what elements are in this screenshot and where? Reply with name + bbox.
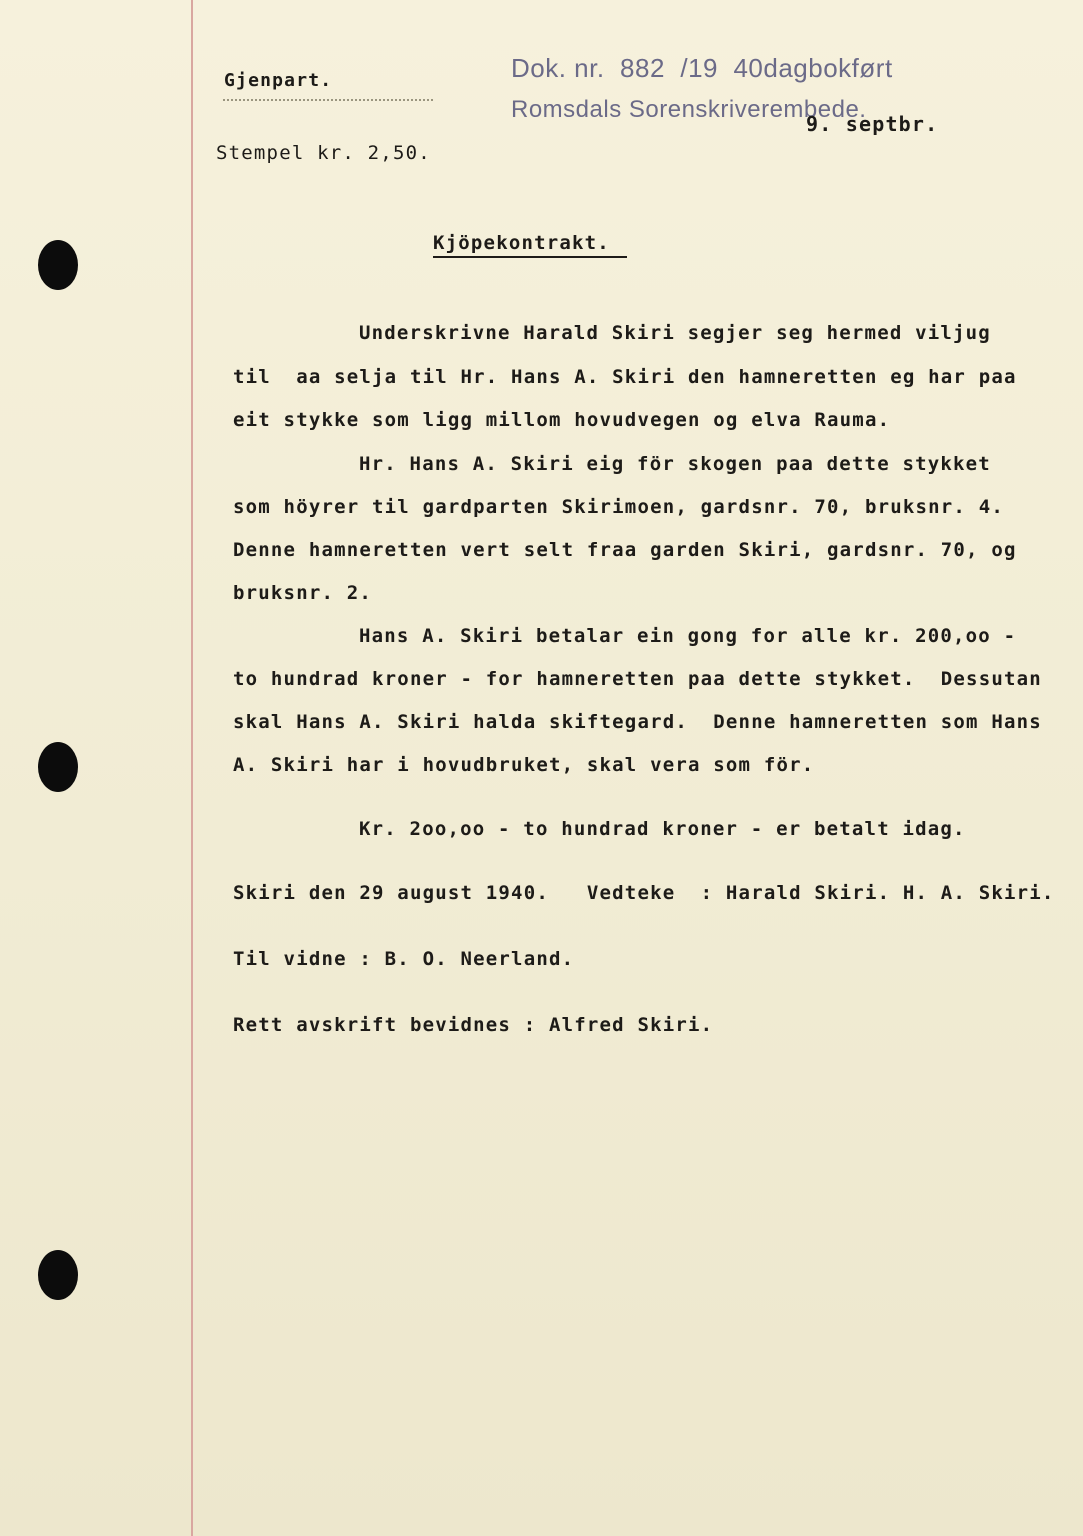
body-line: Denne hamneretten vert selt fraa garden Skiri, gardsnr. 70, og (233, 539, 1017, 561)
body-line: Hans A. Skiri betalar ein gong for alle kr. 200,oo - (359, 625, 1017, 647)
punch-hole-top (38, 240, 78, 290)
stamp-doc-number: Dok. nr. 882 /19 40dagbokført (511, 53, 893, 83)
stamp-date: 9. septbr. (806, 112, 939, 136)
gjenpart-label: Gjenpart. (224, 70, 333, 91)
body-line: Hr. Hans A. Skiri eig för skogen paa dette stykket (359, 453, 991, 475)
witness-line: Til vidne : B. O. Neerland. (233, 948, 575, 970)
margin-rule (191, 0, 193, 1536)
body-line: eit stykke som ligg millom hovudvegen og elva Rauma. (233, 409, 891, 431)
body-line: to hundrad kroner - for hamneretten paa dette stykket. Dessutan (233, 668, 1042, 690)
title-underline (433, 256, 627, 258)
body-line: til aa selja til Hr. Hans A. Skiri den hamneretten eg har paa (233, 366, 1017, 388)
payment-confirmation: Kr. 2oo,oo - to hundrad kroner - er betalt idag. (359, 818, 966, 840)
document-title: Kjöpekontrakt. (433, 232, 610, 254)
stamp-office: Romsdals Sorenskriverembede. (511, 96, 867, 123)
attestation-line: Rett avskrift bevidnes : Alfred Skiri. (233, 1014, 714, 1036)
punch-hole-middle (38, 742, 78, 792)
body-line: Underskrivne Harald Skiri segjer seg hermed viljug (359, 322, 991, 344)
body-line: skal Hans A. Skiri halda skiftegard. Denne hamneretten som Hans (233, 711, 1042, 733)
struck-text (223, 99, 433, 107)
body-line: som höyrer til gardparten Skirimoen, gardsnr. 70, bruksnr. 4. (233, 496, 1004, 518)
stempel-fee: Stempel kr. 2,50. (216, 142, 431, 164)
body-line: bruksnr. 2. (233, 582, 373, 604)
signature-line: Skiri den 29 august 1940. Vedteke : Harald Skiri. H. A. Skiri. (233, 882, 1055, 904)
punch-hole-bottom (38, 1250, 78, 1300)
body-line: A. Skiri har i hovudbruket, skal vera som för. (233, 754, 815, 776)
